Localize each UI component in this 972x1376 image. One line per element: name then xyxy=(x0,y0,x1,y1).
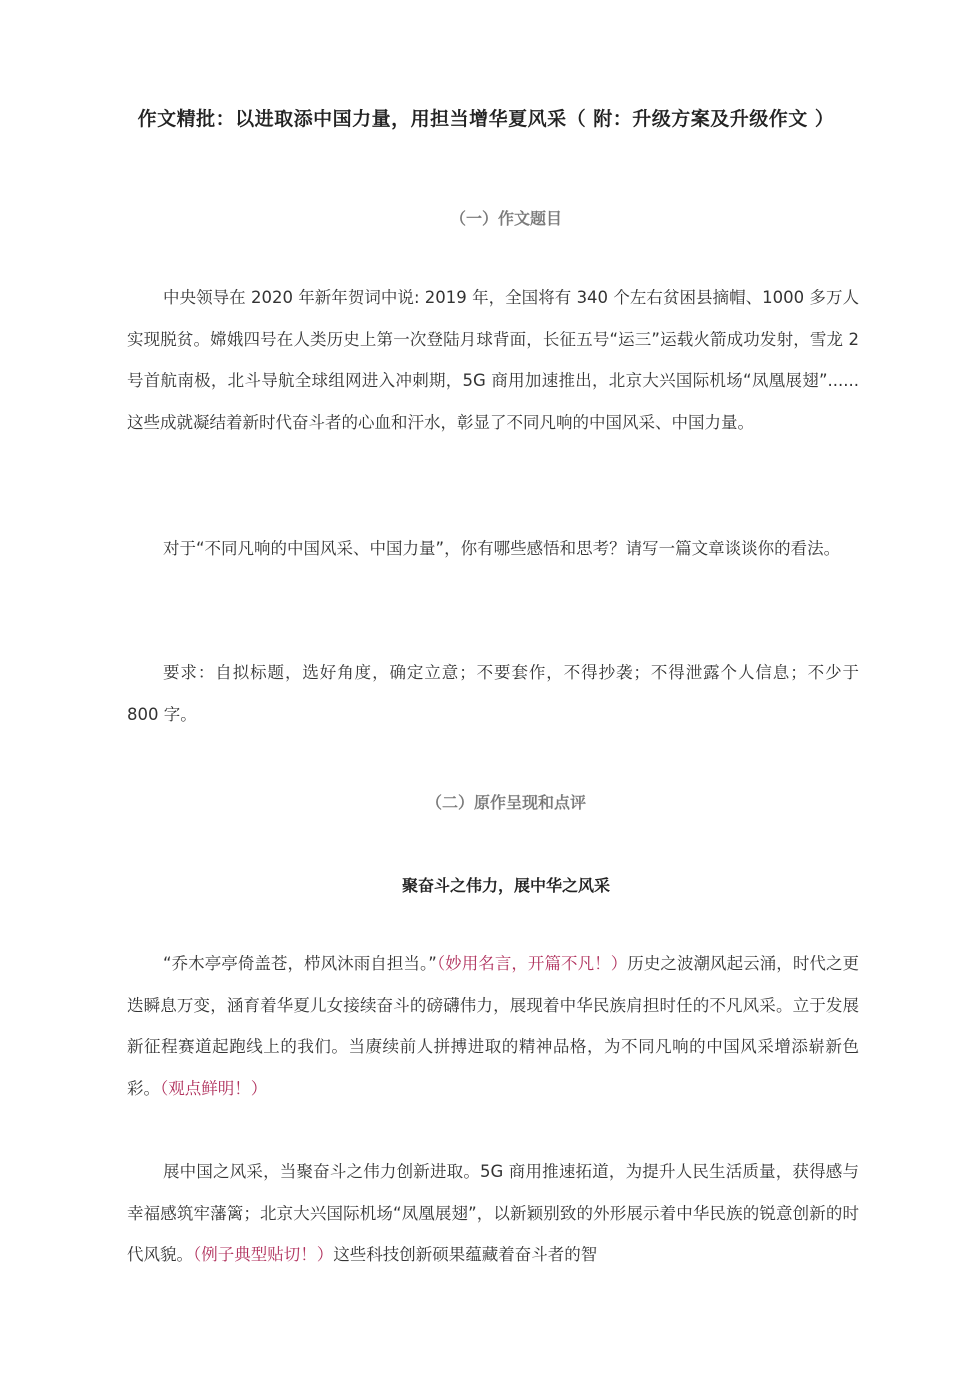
prompt-paragraph-1: 中央领导在 2020 年新年贺词中说: 2019 年，全国将有 340 个左右贫困县摘帽、1000 多万人实现脱贫。嫦娥四号在人类历史上第一次登陆月球背面，长征五号“运三”运载火箭成功发射，雪龙 2 号首航南极，北斗导航全球组网进入冲刺期，5G 商用加速推出，北京大兴国际机场“凤凰展翅”......这些成就凝结着新时代奋斗者的心血和汗水，彰显了不同凡响的中国风采、中国力量。 xyxy=(127,288,859,432)
essay-title: 聚奋斗之伟力，展中华之风采 xyxy=(401,876,610,895)
essay-paragraph-1 xyxy=(127,943,859,1109)
section-heading-original-essay: （二）原作呈现和点评 xyxy=(425,793,586,812)
prompt-paragraph-2: 对于“不同凡响的中国风采、中国力量”，你有哪些感悟和思考？请写一篇文章谈谈你的看法。 xyxy=(163,539,841,558)
document-title: 作文精批：以进取添中国力量，用担当增华夏风采（ 附：升级方案及升级作文 ） xyxy=(137,108,835,130)
essay-paragraph-1-text-a: “乔木亭亭倚盖苍，栉风沐雨自担当。” xyxy=(163,954,437,973)
review-comment: （妙用名言，开篇不凡！） xyxy=(436,954,628,973)
essay-paragraph-2 xyxy=(127,1151,859,1276)
essay-paragraph-2-text-b: 这些科技创新硕果蕴藏着奋斗者的智 xyxy=(333,1245,598,1264)
essay-paragraph-1-text-b: 历史之波潮风起云涌，时代之更迭瞬息万变，涵育着华夏儿女接续奋斗的磅礴伟力，展现着中华民族肩担时任的不凡风采。立于发展新征程赛道起跑线上的我们。当赓续前人拼搏进取的精神品格，为不同凡响的中国风采增添崭新色彩。 xyxy=(127,954,860,1098)
section-heading-topic: （一）作文题目 xyxy=(449,209,562,228)
prompt-paragraph-3: 要求：自拟标题，选好角度，确定立意；不要套作，不得抄袭；不得泄露个人信息；不少于 800 字。 xyxy=(127,663,859,724)
review-comment: （观点鲜明！） xyxy=(160,1078,268,1098)
review-comment: （例子典型贴切！） xyxy=(193,1245,334,1264)
essay-paragraph-2-text-a: 展中国之风采，当聚奋斗之伟力创新进取。5G 商用推速拓道，为提升人民生活质量，获得感与幸福感筑牢藩篱；北京大兴国际机场“凤凰展翅”，以新颖别致的外形展示着中华民族的锐意创新的时代风貌。 xyxy=(127,1162,859,1264)
